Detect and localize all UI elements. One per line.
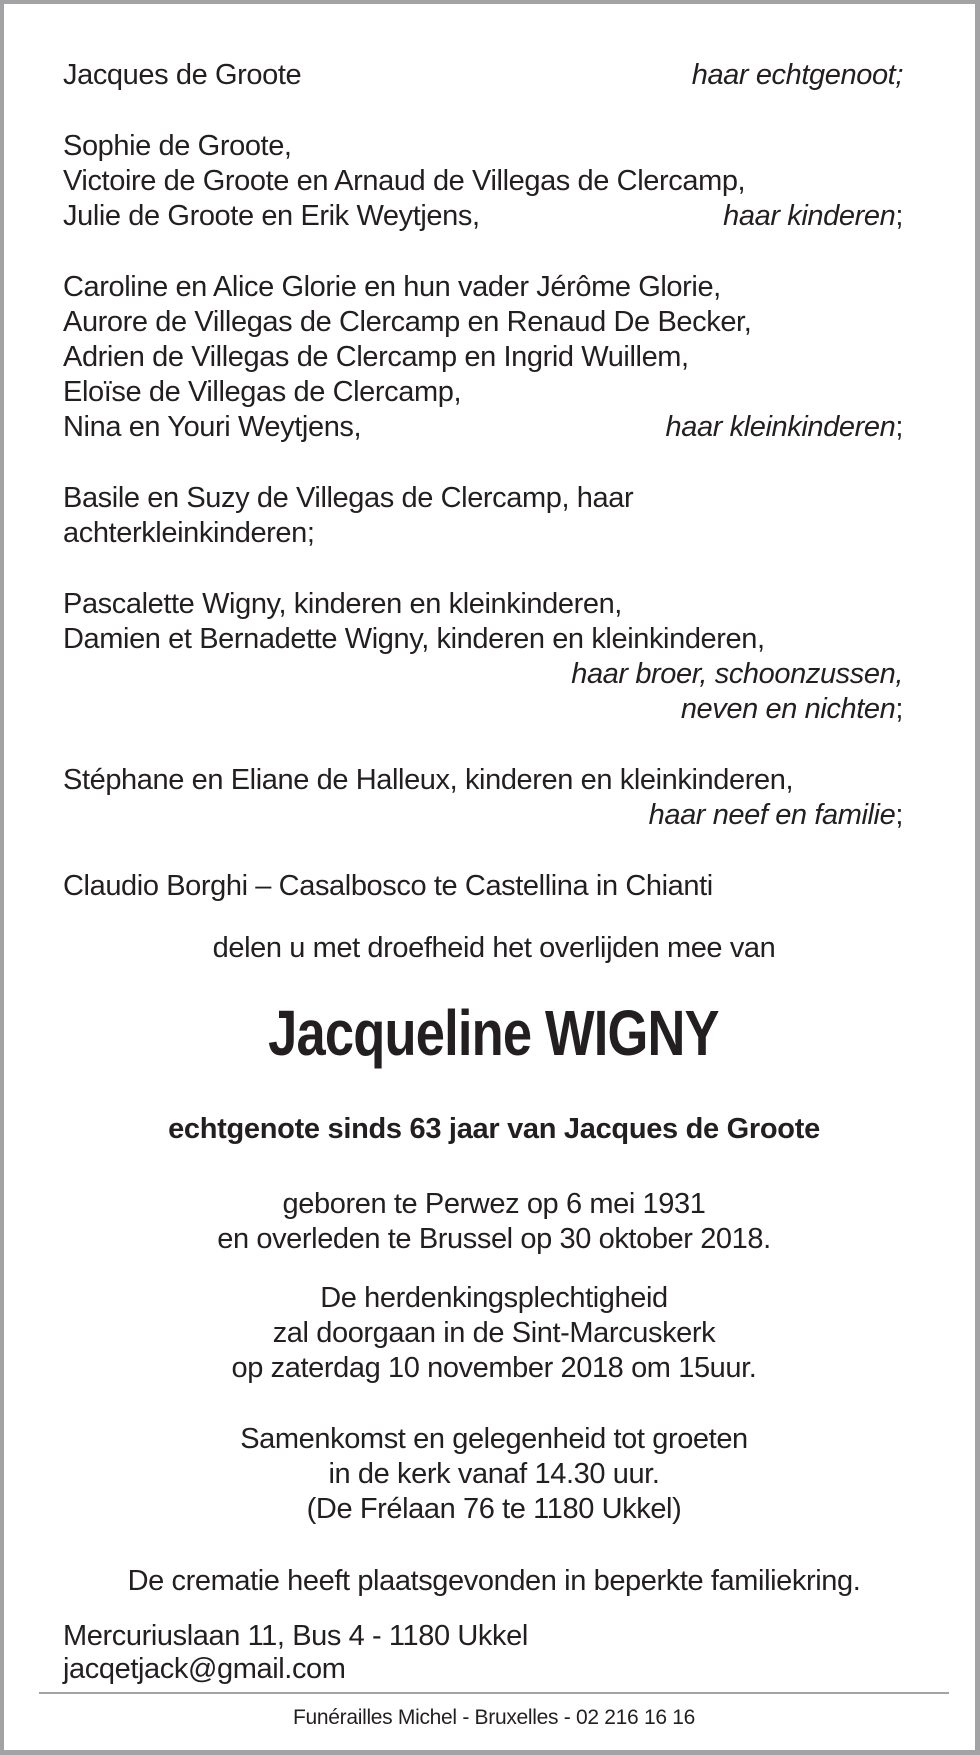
announcement-intro: delen u met droefheid het overlijden mee van xyxy=(212,932,776,964)
grandchildren-role-suffix: ; xyxy=(895,411,903,443)
great-grandchildren-line-1: Basile en Suzy de Villegas de Clercamp, haar xyxy=(63,482,634,514)
children-role-suffix: ; xyxy=(895,200,903,232)
ceremony-line-3: op zaterdag 10 november 2018 om 15uur. xyxy=(231,1352,757,1384)
grandchildren-line-1: Caroline en Alice Glorie en hun vader Jérôme Glorie, xyxy=(63,271,721,303)
funeral-home-footer: Funérailles Michel - Bruxelles - 02 216 16 16 xyxy=(292,1706,696,1729)
children-role xyxy=(723,199,903,234)
siblings-role-2 xyxy=(681,692,903,727)
children-line-2: Victoire de Groote en Arnaud de Villegas de Clercamp, xyxy=(63,165,746,197)
friend-line: Claudio Borghi – Casalbosco te Castellina in Chianti xyxy=(63,870,713,902)
children-role-label: haar kinderen xyxy=(723,200,896,232)
siblings-role-2-label: neven en nichten xyxy=(680,693,896,725)
great-grandchildren-line-2: achterkleinkinderen; xyxy=(63,517,315,549)
grandchildren-role xyxy=(666,410,903,445)
death-line: en overleden te Brussel op 30 oktober 2018. xyxy=(217,1223,771,1255)
gathering-line-1: Samenkomst en gelegenheid tot groeten xyxy=(240,1423,748,1455)
siblings-line-1: Pascalette Wigny, kinderen en kleinkinderen, xyxy=(63,588,622,620)
grandchildren-line-2: Aurore de Villegas de Clercamp en Renaud De Becker, xyxy=(63,306,752,338)
grandchildren-role-label: haar kleinkinderen xyxy=(665,411,896,443)
children-line-3: Julie de Groote en Erik Weytjens, xyxy=(63,200,480,232)
ceremony-line-1: De herdenkingsplechtigheid xyxy=(320,1282,668,1314)
grandchildren-line-4: Eloïse de Villegas de Clercamp, xyxy=(63,376,462,408)
ceremony-line-2: zal doorgaan in de Sint-Marcuskerk xyxy=(272,1317,716,1349)
contact-address: Mercuriuslaan 11, Bus 4 - 1180 Ukkel xyxy=(63,1620,528,1652)
footer-divider xyxy=(39,1692,949,1694)
deceased-subtitle: echtgenote sinds 63 jaar van Jacques de Groote xyxy=(168,1113,820,1145)
cousin-role-label: haar neef en familie xyxy=(648,799,896,831)
siblings-role-suffix: ; xyxy=(895,693,903,725)
cousin-role-suffix: ; xyxy=(895,799,903,831)
cousin-role xyxy=(649,798,903,833)
siblings-line-2: Damien et Bernadette Wigny, kinderen en kleinkinderen, xyxy=(63,623,765,655)
spouse-role: haar echtgenoot; xyxy=(691,59,903,91)
grandchildren-line-3: Adrien de Villegas de Clercamp en Ingrid Wuillem, xyxy=(63,341,689,373)
birth-line: geboren te Perwez op 6 mei 1931 xyxy=(282,1188,706,1220)
children-line-1: Sophie de Groote, xyxy=(63,130,292,162)
gathering-line-2: in de kerk vanaf 14.30 uur. xyxy=(328,1458,660,1490)
grandchildren-line-5: Nina en Youri Weytjens, xyxy=(63,411,362,443)
spouse-name: Jacques de Groote xyxy=(63,59,302,91)
siblings-role-1: haar broer, schoonzussen, xyxy=(571,658,903,690)
gathering-line-3: (De Frélaan 76 te 1180 Ukkel) xyxy=(306,1493,682,1525)
cousin-line: Stéphane en Eliane de Halleux, kinderen en kleinkinderen, xyxy=(63,764,794,796)
cremation-line: De crematie heeft plaatsgevonden in beperkte familiekring. xyxy=(127,1565,861,1597)
contact-email[interactable]: jacqetjack@gmail.com xyxy=(63,1653,346,1685)
deceased-name: Jacqueline WIGNY xyxy=(268,997,719,1069)
